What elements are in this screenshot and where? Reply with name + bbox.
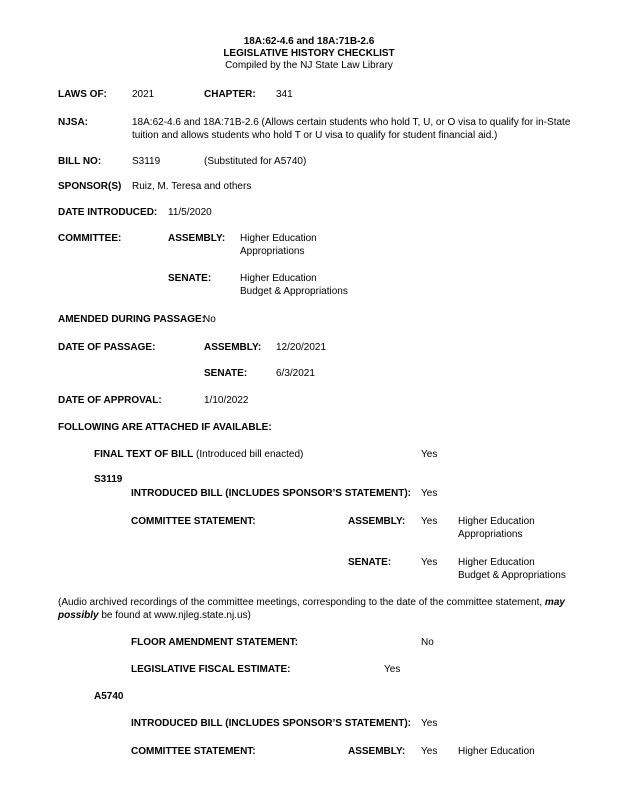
s3119-senate-committee-2: Budget & Appropriations: [458, 570, 566, 581]
final-text-row: [94, 448, 303, 461]
floor-amendment-label: FLOOR AMENDMENT STATEMENT:: [131, 637, 299, 648]
fiscal-estimate-value: Yes: [384, 664, 401, 675]
laws-of-label: LAWS OF:: [58, 89, 107, 100]
bill-substitution-note: (Substituted for A5740): [204, 156, 307, 167]
passage-assembly-date: 12/20/2021: [276, 342, 327, 353]
committee-senate-label: SENATE:: [168, 273, 212, 284]
passage-assembly-label: ASSEMBLY:: [204, 342, 262, 353]
audio-note-line1: [58, 596, 565, 609]
sponsors-label: SPONSOR(S): [58, 181, 122, 192]
s3119-assembly-committee-1: Higher Education: [458, 516, 535, 527]
date-introduced-label: DATE INTRODUCED:: [58, 207, 158, 218]
s3119-committee-label: COMMITTEE STATEMENT:: [131, 516, 256, 527]
chapter-value: 341: [276, 89, 293, 100]
passage-senate-label: SENATE:: [204, 368, 248, 379]
s3119-heading: S3119: [94, 474, 123, 485]
s3119-senate-label: SENATE:: [348, 557, 392, 568]
final-text-note: (Introduced bill enacted): [193, 449, 304, 460]
committee-senate-1: Higher Education: [240, 273, 317, 284]
committee-assembly-2: Appropriations: [240, 246, 305, 257]
audio-note-emphasis-1: may: [544, 597, 565, 608]
audio-note-text-2: be found at www.njleg.state.nj.us): [98, 610, 251, 621]
njsa-text-line2: tuition and allows students who hold T or U visa to qualify for student financial aid.): [132, 130, 498, 141]
committee-senate-2: Budget & Appropriations: [240, 286, 348, 297]
date-introduced-value: 11/5/2020: [168, 207, 212, 218]
s3119-assembly-label: ASSEMBLY:: [348, 516, 406, 527]
amended-label: AMENDED DURING PASSAGE:: [58, 314, 206, 325]
a5740-assembly-value: Yes: [421, 746, 438, 757]
njsa-text-line1: 18A:62-4.6 and 18A:71B-2.6 (Allows certain students who hold T, U, or O visa to qualify for in-State: [132, 117, 571, 128]
s3119-introduced-label: INTRODUCED BILL (INCLUDES SPONSOR’S STATEMENT):: [131, 488, 411, 499]
committee-label: COMMITTEE:: [58, 233, 122, 244]
date-of-passage-label: DATE OF PASSAGE:: [58, 342, 156, 353]
final-text-label: FINAL TEXT OF BILL: [94, 449, 194, 460]
s3119-introduced-value: Yes: [421, 488, 438, 499]
committee-assembly-label: ASSEMBLY:: [168, 233, 226, 244]
attachments-heading: FOLLOWING ARE ATTACHED IF AVAILABLE:: [58, 422, 272, 433]
njsa-label: NJSA:: [58, 117, 89, 128]
a5740-assembly-label: ASSEMBLY:: [348, 746, 406, 757]
s3119-senate-committee-1: Higher Education: [458, 557, 535, 568]
date-of-approval-label: DATE OF APPROVAL:: [58, 395, 162, 406]
a5740-assembly-committee-1: Higher Education: [458, 746, 535, 757]
a5740-introduced-value: Yes: [421, 718, 438, 729]
document-title: 18A:62-4.6 and 18A:71B-2.6: [243, 36, 375, 47]
a5740-heading: A5740: [94, 691, 124, 702]
s3119-assembly-value: Yes: [421, 516, 438, 527]
chapter-label: CHAPTER:: [204, 89, 256, 100]
s3119-senate-value: Yes: [421, 557, 438, 568]
final-text-value: Yes: [421, 449, 438, 460]
a5740-committee-label: COMMITTEE STATEMENT:: [131, 746, 256, 757]
sponsors-value: Ruiz, M. Teresa and others: [132, 181, 252, 192]
s3119-assembly-committee-2: Appropriations: [458, 529, 523, 540]
laws-of-value: 2021: [132, 89, 155, 100]
audio-note-emphasis-2: possibly: [58, 610, 99, 621]
bill-no-value: S3119: [132, 156, 161, 167]
passage-senate-date: 6/3/2021: [276, 368, 315, 379]
document-subtitle: Compiled by the NJ State Law Library: [225, 60, 393, 71]
fiscal-estimate-label: LEGISLATIVE FISCAL ESTIMATE:: [131, 664, 291, 675]
document-heading: LEGISLATIVE HISTORY CHECKLIST: [223, 48, 395, 59]
audio-note-line2: [58, 609, 251, 622]
a5740-introduced-label: INTRODUCED BILL (INCLUDES SPONSOR’S STATEMENT):: [131, 718, 411, 729]
committee-assembly-1: Higher Education: [240, 233, 317, 244]
date-of-approval-value: 1/10/2022: [204, 395, 249, 406]
amended-value: No: [203, 314, 216, 325]
audio-note-text-1: (Audio archived recordings of the committee meetings, corresponding to the date of the committee statement,: [58, 597, 545, 608]
bill-no-label: BILL NO:: [58, 156, 102, 167]
floor-amendment-value: No: [421, 637, 434, 648]
